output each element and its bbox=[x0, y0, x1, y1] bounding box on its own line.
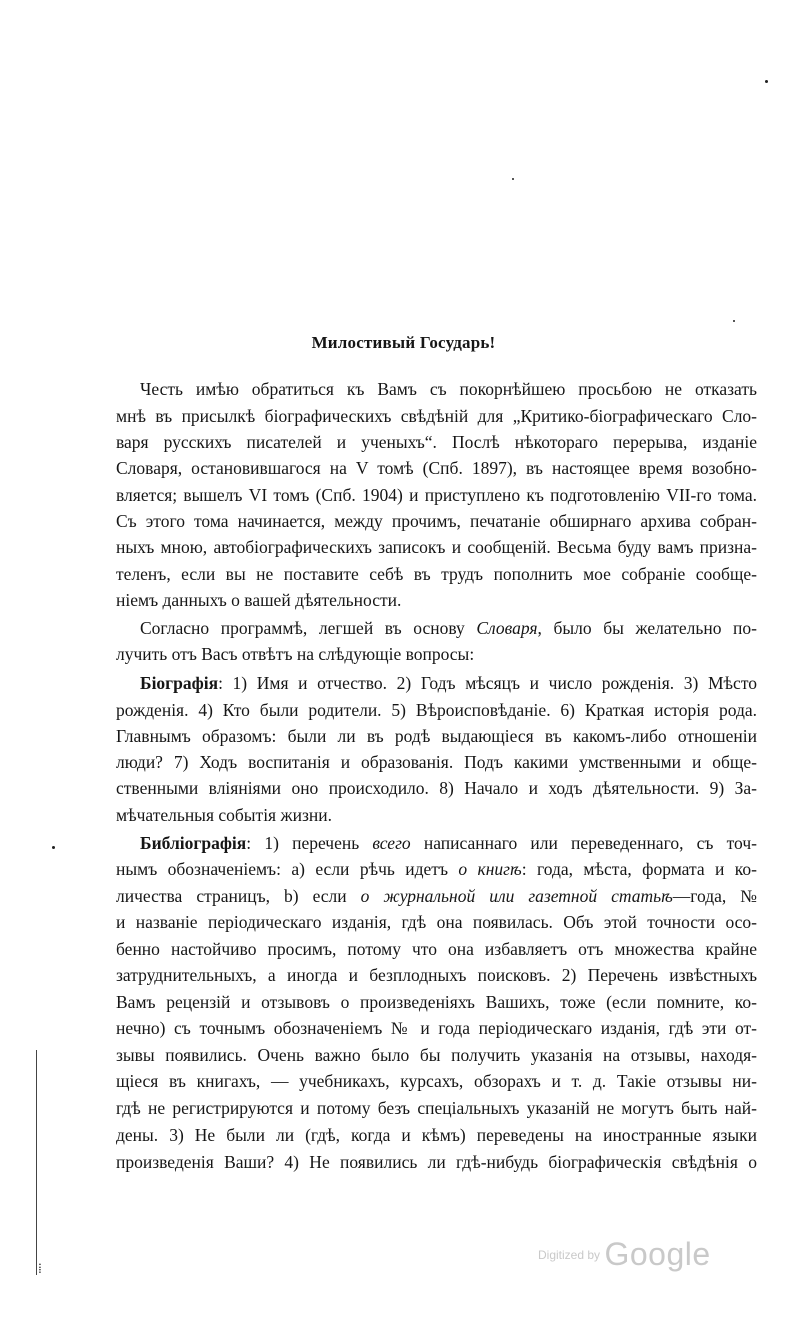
text-run: дены. 3) Не были ли (гдѣ, когда и кѣмъ) переведены на иностранные языки bbox=[116, 1125, 757, 1145]
text-line bbox=[116, 751, 757, 773]
text-run: : года, мѣста, формата и ко- bbox=[521, 859, 757, 879]
salutation-heading: Милостивый Государь! bbox=[311, 333, 496, 352]
text-run: Честь имѣю обратиться къ Вамъ съ покорнѣйшею просьбою не отказать bbox=[140, 379, 757, 399]
text-run: —года, № bbox=[672, 886, 757, 906]
text-run: написаннаго или переведеннаго, съ точ- bbox=[410, 833, 757, 853]
text-line bbox=[116, 938, 757, 960]
text-run: произведенія Ваши? 4) Не появились ли гдѣ-нибудь біографическія свѣдѣнія о bbox=[116, 1152, 757, 1172]
text-line bbox=[116, 1017, 757, 1039]
text-run: рожденія. 4) Кто были родители. 5) Вѣроисповѣданіе. 6) Краткая исторія рода. bbox=[116, 700, 757, 720]
text-run: Словаря bbox=[476, 618, 538, 638]
text-run: и названіе періодическаго изданія, гдѣ она появилась. Объ этой точности осо- bbox=[116, 912, 757, 932]
text-run: о книгѣ bbox=[458, 859, 522, 879]
text-run: нымъ обозначеніемъ: а) если рѣчь идетъ bbox=[116, 859, 459, 879]
text-line bbox=[116, 911, 757, 933]
text-line bbox=[116, 431, 757, 453]
text-line bbox=[116, 1151, 757, 1173]
text-run: теленъ, если вы не поставите себѣ въ трудъ пополнить мое собраніе сообще- bbox=[116, 564, 757, 584]
text-run: нечно) съ точнымъ обозначеніемъ № и года періодическаго изданія, гдѣ эти от- bbox=[116, 1018, 757, 1038]
text-line bbox=[116, 1124, 757, 1146]
text-line bbox=[116, 1070, 757, 1092]
text-run: ныхъ мною, автобіографическихъ записокъ и сообщеній. Весьма буду вамъ призна- bbox=[116, 537, 757, 557]
text-run: Библіографія bbox=[140, 833, 247, 853]
text-run: вляется; вышелъ VI томъ (Спб. 1904) и приступлено къ подготовленію VII-го тома. bbox=[116, 485, 757, 505]
text-line bbox=[116, 643, 757, 665]
text-line bbox=[116, 804, 757, 826]
text-line bbox=[116, 563, 757, 585]
text-run: Согласно программѣ, легшей въ основу bbox=[140, 618, 477, 638]
text-run: личества страницъ, b) если bbox=[116, 886, 361, 906]
text-line bbox=[116, 405, 757, 427]
scan-margin-line bbox=[36, 1050, 37, 1275]
text-run: варя русскихъ писателей и ученыхъ“. Послѣ нѣкотораго перерыва, изданіе bbox=[116, 432, 757, 452]
text-line bbox=[116, 964, 757, 986]
scan-speck bbox=[733, 320, 735, 322]
text-run: гдѣ не регистрируются и потому безъ спеціальныхъ указаній не могутъ быть най- bbox=[116, 1098, 757, 1118]
text-line bbox=[140, 832, 757, 854]
text-line bbox=[116, 510, 757, 532]
text-run: всего bbox=[372, 833, 411, 853]
text-run: , было бы желательно по- bbox=[537, 618, 757, 638]
text-line bbox=[140, 672, 757, 694]
scan-speck bbox=[765, 80, 768, 83]
text-line bbox=[116, 589, 757, 611]
text-run: Главнымъ образомъ: были ли въ родѣ выдающіеся въ какомъ-либо отношеніи bbox=[116, 726, 757, 746]
watermark-prefix: Digitized by bbox=[538, 1248, 601, 1262]
text-run: о журнальной или газетной статьѣ bbox=[360, 886, 673, 906]
text-run: затруднительныхъ, а иногда и безплодныхъ поисковъ. 2) Перечень извѣстныхъ bbox=[116, 965, 757, 985]
text-line bbox=[140, 378, 757, 400]
text-run: люди? 7) Ходъ воспитанія и образованія. Подъ какими умственными и обще- bbox=[116, 752, 757, 772]
scan-speck bbox=[52, 846, 55, 849]
text-run: щіеся въ книгахъ, — учебникахъ, курсахъ, обзорахъ и т. д. Такіе отзывы ни- bbox=[116, 1071, 757, 1091]
text-line bbox=[140, 617, 757, 639]
text-run: зывы появились. Очень важно было бы получить указанія на отзывы, находя- bbox=[116, 1045, 757, 1065]
text-run: : 1) Имя и отчество. 2) Годъ мѣсяцъ и число рожденія. 3) Мѣсто bbox=[218, 673, 757, 693]
text-run: лучить отъ Васъ отвѣтъ на слѣдующіе вопросы: bbox=[116, 644, 475, 664]
text-line bbox=[116, 1097, 757, 1119]
text-line bbox=[116, 484, 757, 506]
text-line bbox=[116, 1044, 757, 1066]
text-run: Біографія bbox=[140, 673, 219, 693]
text-run: : 1) перечень bbox=[246, 833, 373, 853]
text-run: мѣчательныя событія жизни. bbox=[116, 805, 332, 825]
text-line bbox=[116, 885, 757, 907]
scan-margin-mark: ⁞ bbox=[38, 1262, 42, 1277]
digitized-by-google-watermark bbox=[538, 1236, 711, 1273]
text-line bbox=[116, 725, 757, 747]
text-line bbox=[116, 536, 757, 558]
text-run: ственными вліяніями оно происходило. 8) Начало и ходъ дѣятельности. 9) За- bbox=[116, 778, 757, 798]
google-logo: Google bbox=[604, 1236, 711, 1272]
text-line bbox=[116, 858, 757, 880]
text-run: бенно настойчиво просимъ, потому что она избавляетъ отъ множества крайне bbox=[116, 939, 757, 959]
text-run: Словаря, остановившагося на V томѣ (Спб. 1897), въ настоящее время возобно- bbox=[116, 458, 757, 478]
text-line bbox=[116, 699, 757, 721]
text-run: Вамъ рецензій и отзывовъ о произведеніяхъ Вашихъ, тоже (если помните, ко- bbox=[116, 992, 757, 1012]
text-run: ніемъ данныхъ о вашей дѣятельности. bbox=[116, 590, 402, 610]
scan-speck bbox=[512, 178, 514, 180]
text-line bbox=[116, 777, 757, 799]
text-run: Съ этого тома начинается, между прочимъ, печатаніе обширнаго архива собран- bbox=[116, 511, 757, 531]
text-run: мнѣ въ присылкѣ біографическихъ свѣдѣній для „Критико-біографическаго Сло- bbox=[116, 406, 757, 426]
text-line bbox=[116, 991, 757, 1013]
text-line bbox=[116, 457, 757, 479]
